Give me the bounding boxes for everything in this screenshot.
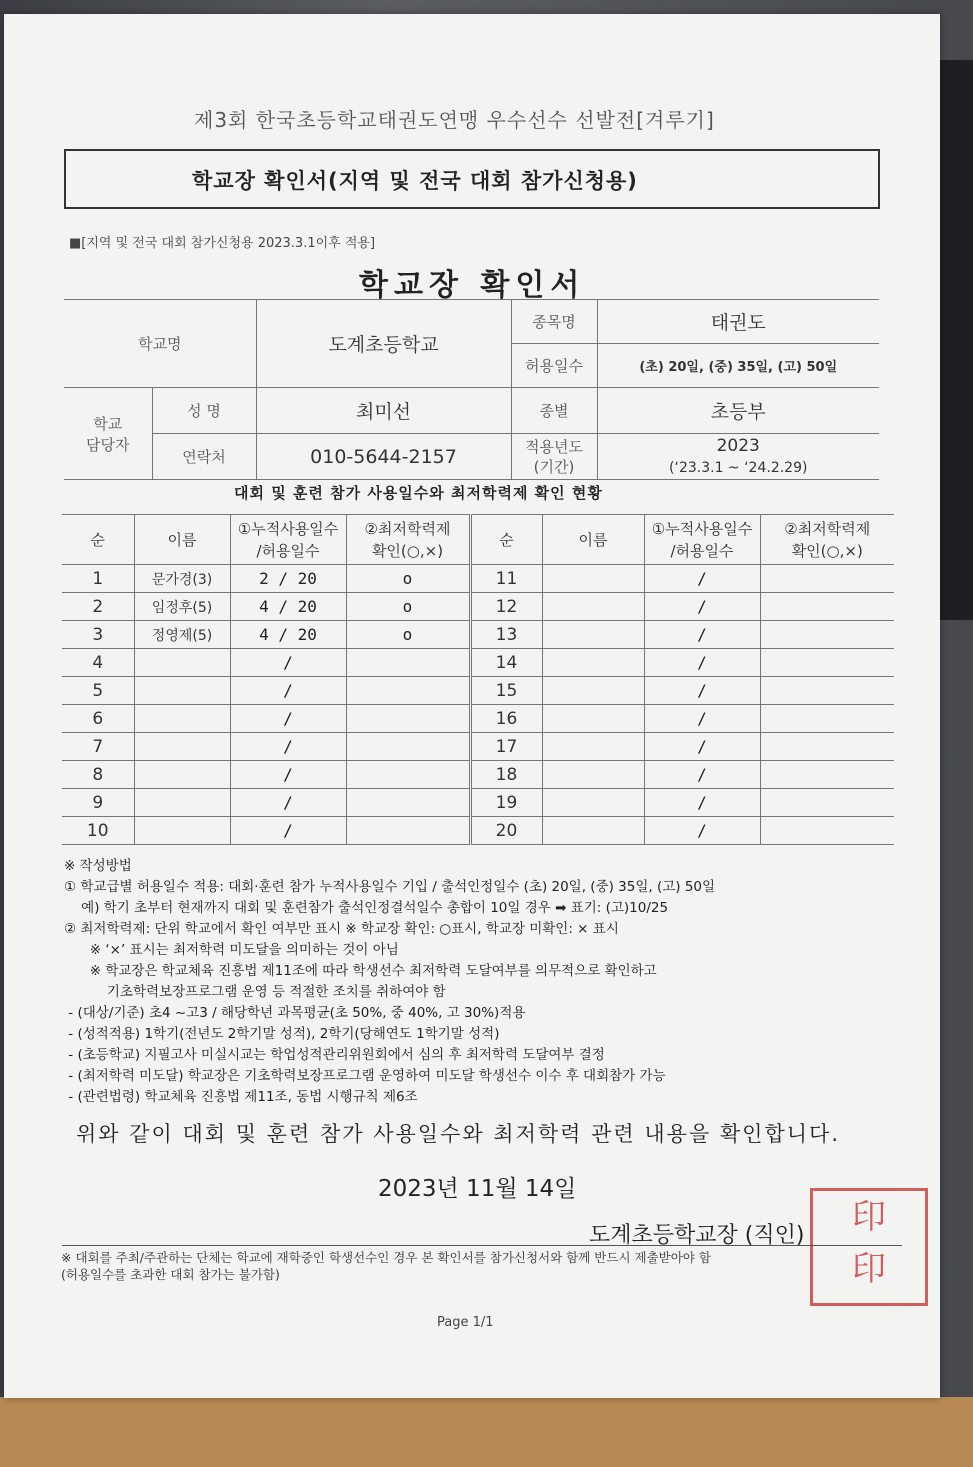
school-name: 도계초등학교: [256, 300, 511, 388]
used-days: 4 / 20: [230, 593, 346, 621]
row-number: 18: [470, 761, 542, 789]
used-days: /: [230, 789, 346, 817]
header-no: 순: [62, 515, 134, 565]
student-name: [542, 677, 644, 705]
row-number: 9: [62, 789, 134, 817]
method-line: - (초등학교) 지필고사 미실시교는 학업성적관리위원회에서 심의 후 최저학력 도달여부 결정: [64, 1047, 605, 1063]
row-number: 6: [62, 705, 134, 733]
student-name: [542, 789, 644, 817]
row-number: 2: [62, 593, 134, 621]
row-number: 15: [470, 677, 542, 705]
grade-check: [346, 817, 470, 845]
contact-label: 연락처: [152, 434, 256, 480]
method-lines: [64, 877, 715, 1108]
issue-date: 2023년 11월 14일: [378, 1176, 577, 1202]
row-number: 17: [470, 733, 542, 761]
grade-check: [760, 761, 894, 789]
sport-label: 종목명: [511, 300, 597, 344]
header-grade: ②최저학력제 확인(○,×): [346, 515, 470, 565]
used-days: /: [644, 733, 760, 761]
row-number: 3: [62, 621, 134, 649]
student-name: [542, 621, 644, 649]
grade-check: o: [346, 565, 470, 593]
contact-value: 010-5644-2157: [256, 434, 511, 480]
grade-check: [346, 677, 470, 705]
used-days: /: [230, 677, 346, 705]
header-no: 순: [470, 515, 542, 565]
grade-check: [760, 677, 894, 705]
grade-check: [760, 593, 894, 621]
used-days: 2 / 20: [230, 565, 346, 593]
used-days: /: [644, 817, 760, 845]
row-number: 8: [62, 761, 134, 789]
footer-note-line: (허용일수를 초과한 대회 참가는 불가함): [61, 1267, 280, 1282]
document-page: [4, 14, 940, 1398]
footer-note-line: ※ 대회를 주최/주관하는 단체는 학교에 재학중인 학생선수인 경우 본 확인서를 참가신청서와 함께 반드시 제출받아야 함: [61, 1250, 711, 1265]
manager-label: 학교 담당자: [64, 388, 152, 480]
school-label: 학교명: [64, 300, 256, 388]
grade-check: [346, 649, 470, 677]
method-line: 예) 학기 초부터 현재까지 대회 및 훈련참가 출석인정결석일수 총합이 10일 경우 ➡ 표기: (고)10/25: [64, 900, 669, 916]
header-name: 이름: [542, 515, 644, 565]
grade-check: [760, 621, 894, 649]
student-name: [134, 705, 230, 733]
table-row: [62, 621, 894, 649]
method-line: - (관련법령) 학교체육 진흥법 제11조, 동법 시행규칙 제6조: [64, 1089, 418, 1105]
box-title: 학교장 확인서(지역 및 전국 대회 참가신청용): [192, 169, 638, 193]
method-line: - (대상/기준) 초4 ~고3 / 해당학년 과목평균(초 50%, 중 40%, 고 30%)적용: [64, 1005, 526, 1021]
grade-check: [346, 733, 470, 761]
header-days: ①누적사용일수 /허용일수: [230, 515, 346, 565]
used-days: /: [644, 593, 760, 621]
used-days: /: [644, 565, 760, 593]
student-name: [134, 817, 230, 845]
header-days: ①누적사용일수 /허용일수: [644, 515, 760, 565]
confirm-statement: 위와 같이 대회 및 훈련 참가 사용일수와 최저학력 관련 내용을 확인합니다.: [76, 1122, 841, 1146]
table-row: [62, 733, 894, 761]
student-name: [542, 649, 644, 677]
method-title: ※ 작성방법: [64, 858, 132, 874]
student-name: [134, 789, 230, 817]
used-days: /: [230, 761, 346, 789]
row-number: 20: [470, 817, 542, 845]
row-number: 7: [62, 733, 134, 761]
wooden-surface: [0, 1397, 973, 1467]
allowed-days-value: (초) 20일, (중) 35일, (고) 50일: [597, 344, 879, 388]
student-name: [542, 565, 644, 593]
method-line: ① 학교급별 허용일수 적용: 대회·훈련 참가 누적사용일수 기입 / 출석인정일수 (초) 20일, (중) 35일, (고) 50일: [64, 879, 716, 895]
student-name: [134, 649, 230, 677]
sport-value: 태권도: [597, 300, 879, 344]
row-number: 11: [470, 565, 542, 593]
table-row: [62, 789, 894, 817]
year-cell: [597, 434, 879, 480]
student-name: [542, 593, 644, 621]
grade-check: [760, 733, 894, 761]
used-days: /: [644, 789, 760, 817]
allowed-days-label: 허용일수: [511, 344, 597, 388]
row-number: 14: [470, 649, 542, 677]
footer-rule: [62, 1245, 902, 1246]
method-line: ※ 학교장은 학교체육 진흥법 제11조에 따라 학생선수 최저학력 도달여부를 의무적으로 확인하고: [64, 963, 657, 979]
division-value: 초등부: [597, 388, 879, 434]
grade-check: [346, 789, 470, 817]
student-name: [542, 705, 644, 733]
page-number: Page 1/1: [437, 1315, 494, 1330]
row-number: 5: [62, 677, 134, 705]
header-name: 이름: [134, 515, 230, 565]
row-number: 12: [470, 593, 542, 621]
event-title: 제3회 한국초등학교태권도연맹 우수선수 선발전[겨루기]: [194, 108, 715, 132]
method-line: - (성적적용) 1학기(전년도 2학기말 성적), 2학기(당해연도 1학기말 성적): [64, 1026, 500, 1042]
grade-check: o: [346, 593, 470, 621]
grade-check: [760, 565, 894, 593]
year-value: 2023: [716, 435, 760, 456]
table-row: [62, 565, 894, 593]
method-line: 기초학력보장프로그램 운영 등 적절한 조치를 취하여야 함: [64, 984, 446, 1000]
student-name: [542, 761, 644, 789]
method-line: ※ ‘×’ 표시는 최저학력 미도달을 의미하는 것이 아님: [64, 942, 399, 958]
writing-method: [64, 856, 715, 1108]
grade-check: [760, 817, 894, 845]
year-label: 적용년도 (기간): [511, 434, 597, 480]
table-row: [62, 677, 894, 705]
used-days: /: [230, 705, 346, 733]
row-number: 19: [470, 789, 542, 817]
used-days: /: [230, 817, 346, 845]
table-row: [62, 817, 894, 845]
row-number: 1: [62, 565, 134, 593]
info-table: [64, 299, 879, 480]
student-name: 문가경(3): [134, 565, 230, 593]
student-name: [134, 761, 230, 789]
table-row: [62, 649, 894, 677]
row-number: 13: [470, 621, 542, 649]
used-days: /: [644, 705, 760, 733]
grade-check: [346, 705, 470, 733]
method-line: - (최저학력 미도달) 학교장은 기초학력보장프로그램 운영하여 미도달 학생선수 이수 후 대회참가 가능: [64, 1068, 666, 1084]
year-period: (‘23.3.1 ~ ‘24.2.29): [669, 459, 808, 476]
grade-check: [760, 649, 894, 677]
used-days: /: [644, 649, 760, 677]
document-title: 학교장 확인서: [359, 268, 586, 303]
row-number: 4: [62, 649, 134, 677]
student-name: 임정후(5): [134, 593, 230, 621]
participation-table: [62, 514, 894, 845]
division-label: 종별: [511, 388, 597, 434]
used-days: /: [230, 733, 346, 761]
name-label: 성 명: [152, 388, 256, 434]
used-days: /: [230, 649, 346, 677]
student-name: [542, 733, 644, 761]
footer-note: [61, 1249, 711, 1283]
grade-check: [346, 761, 470, 789]
section-title: 대회 및 훈련 참가 사용일수와 최저학력제 확인 현황: [234, 484, 603, 502]
manager-name: 최미선: [256, 388, 511, 434]
used-days: /: [644, 761, 760, 789]
student-name: [542, 817, 644, 845]
used-days: /: [644, 677, 760, 705]
row-number: 16: [470, 705, 542, 733]
header-grade: ②최저학력제 확인(○,×): [760, 515, 894, 565]
grade-check: [760, 705, 894, 733]
official-seal-stamp: 印 印: [810, 1188, 928, 1306]
student-name: [134, 677, 230, 705]
method-line: ② 최저학력제: 단위 학교에서 확인 여부만 표시 ※ 학교장 확인: ○표시, 학교장 미확인: × 표시: [64, 921, 619, 937]
principal-signature: 도계초등학교장 (직인): [589, 1223, 805, 1248]
grade-check: [760, 789, 894, 817]
apply-note: ■[지역 및 전국 대회 참가신청용 2023.3.1이후 적용]: [69, 236, 376, 251]
used-days: 4 / 20: [230, 621, 346, 649]
grade-check: o: [346, 621, 470, 649]
student-name: 정영제(5): [134, 621, 230, 649]
row-number: 10: [62, 817, 134, 845]
table-row: [62, 705, 894, 733]
table-row: [62, 593, 894, 621]
title-box: [64, 149, 880, 209]
table-row: [62, 761, 894, 789]
student-name: [134, 733, 230, 761]
used-days: /: [644, 621, 760, 649]
